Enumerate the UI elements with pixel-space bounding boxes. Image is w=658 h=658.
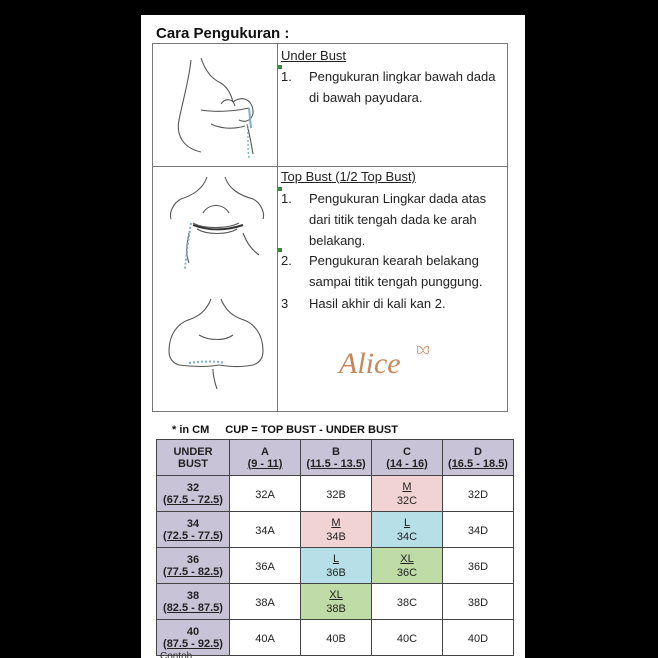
row-band-cell: [157, 476, 230, 512]
bra-size-code: 32C: [396, 494, 418, 507]
size-guide-sheet: [141, 15, 525, 658]
header-top: D: [474, 445, 482, 458]
band-range: (72.5 - 77.5): [163, 529, 223, 542]
size-cell: [230, 584, 301, 620]
bra-size-code: 32A: [255, 488, 275, 501]
butterfly-icon: [415, 343, 431, 357]
bra-size-code: 38D: [467, 596, 489, 609]
size-cell: [230, 620, 301, 656]
size-cell: [443, 476, 514, 512]
top-bust-front-figure-icon: [163, 173, 271, 283]
band-range: (67.5 - 72.5): [163, 493, 223, 506]
band-size: 32: [186, 481, 200, 494]
header-cup-d: [443, 440, 514, 476]
footer-partial-text: Contoh: [160, 651, 193, 658]
row-band-cell: [157, 548, 230, 584]
band-range: (77.5 - 82.5): [163, 565, 223, 578]
letter-size: M: [402, 480, 412, 493]
header-under-bust: [157, 440, 230, 476]
row-band-cell: [157, 584, 230, 620]
band-range: (87.5 - 92.5): [163, 637, 223, 650]
band-size: 34: [186, 517, 200, 530]
letter-size: XL: [400, 552, 414, 565]
letter-size: L: [332, 552, 340, 565]
size-cell: [230, 512, 301, 548]
size-cell: [372, 620, 443, 656]
size-cell: [301, 620, 372, 656]
measurement-note: [172, 424, 398, 436]
letter-size: M: [331, 516, 341, 529]
step-number: 3: [281, 296, 289, 311]
header-top: C: [403, 445, 411, 458]
table-row: [157, 548, 514, 584]
step-number: 1.: [281, 69, 292, 84]
row-band-cell: [157, 512, 230, 548]
size-cell: [372, 584, 443, 620]
unit-note: * in CM: [172, 424, 210, 436]
bra-size-code: 38A: [255, 596, 275, 609]
bra-size-code: 34A: [255, 524, 275, 537]
top-bust-back-figure-icon: [159, 295, 271, 391]
size-cell: [301, 548, 372, 584]
header-top: B: [332, 445, 340, 458]
size-cell: [443, 548, 514, 584]
size-cell: [230, 476, 301, 512]
size-cell: [301, 512, 372, 548]
letter-size: L: [403, 516, 411, 529]
bra-size-code: 32D: [467, 488, 489, 501]
header-top: A: [261, 445, 269, 458]
header-bottom: (11.5 - 13.5): [306, 457, 366, 470]
header-bottom: (16.5 - 18.5): [448, 457, 508, 470]
bra-size-code: 40A: [255, 632, 275, 645]
size-cell: [301, 584, 372, 620]
bra-size-code: 38C: [396, 596, 418, 609]
header-bottom: BUST: [178, 457, 208, 470]
size-cell: [372, 548, 443, 584]
step-number: 2.: [281, 253, 292, 268]
size-cell: [301, 476, 372, 512]
step-text: Pengukuran kearah belakang sampai titik tengah punggung.: [309, 253, 483, 289]
size-cell: [372, 476, 443, 512]
header-cup-a: [230, 440, 301, 476]
top-bust-panel: [152, 167, 508, 412]
page-title: Cara Pengukuran :: [156, 25, 290, 42]
under-bust-figure-icon: [161, 50, 271, 162]
size-cell: [443, 512, 514, 548]
table-row: [157, 584, 514, 620]
size-cell: [443, 620, 514, 656]
step-text: Pengukuran lingkar bawah dada di bawah payudara.: [309, 69, 496, 105]
bra-size-code: 34B: [326, 530, 346, 543]
header-bottom: (9 - 11): [247, 457, 283, 470]
bra-size-code: 36B: [326, 566, 346, 579]
header-bottom: (14 - 16): [386, 457, 428, 470]
step-text: Pengukuran Lingkar dada atas dari titik tengah dada ke arah belakang.: [309, 191, 487, 248]
bra-size-code: 36A: [255, 560, 275, 573]
alice-logo: Alice: [339, 347, 401, 380]
band-range: (82.5 - 87.5): [163, 601, 223, 614]
table-header-row: [157, 440, 514, 476]
panel-divider: [277, 44, 278, 166]
table-body: [157, 476, 514, 656]
under-bust-heading: Under Bust: [281, 48, 347, 63]
step-number: 1.: [281, 191, 292, 206]
band-size: 38: [186, 589, 200, 602]
table-row: [157, 512, 514, 548]
size-cell: [372, 512, 443, 548]
bra-size-code: 36C: [396, 566, 418, 579]
under-bust-panel: [152, 43, 508, 167]
bra-size-code: 34C: [396, 530, 418, 543]
table-row: [157, 476, 514, 512]
size-chart-table: [156, 439, 514, 656]
header-cup-b: [301, 440, 372, 476]
bra-size-code: 38B: [326, 602, 346, 615]
bra-size-code: 32B: [326, 488, 346, 501]
cup-formula: CUP = TOP BUST - UNDER BUST: [225, 424, 398, 436]
bra-size-code: 40C: [396, 632, 418, 645]
panel-divider: [277, 167, 278, 411]
letter-size: XL: [329, 588, 343, 601]
top-bust-heading: Top Bust (1/2 Top Bust): [281, 169, 416, 184]
header-top: UNDER: [173, 445, 213, 458]
size-cell: [443, 584, 514, 620]
band-size: 36: [186, 553, 200, 566]
bra-size-code: 40B: [326, 632, 346, 645]
bra-size-code: 36D: [467, 560, 489, 573]
bra-size-code: 34D: [467, 524, 489, 537]
band-size: 40: [186, 625, 200, 638]
bra-size-code: 40D: [467, 632, 489, 645]
step-text: Hasil akhir di kali kan 2.: [309, 296, 446, 311]
size-cell: [230, 548, 301, 584]
table-row: [157, 620, 514, 656]
header-cup-c: [372, 440, 443, 476]
